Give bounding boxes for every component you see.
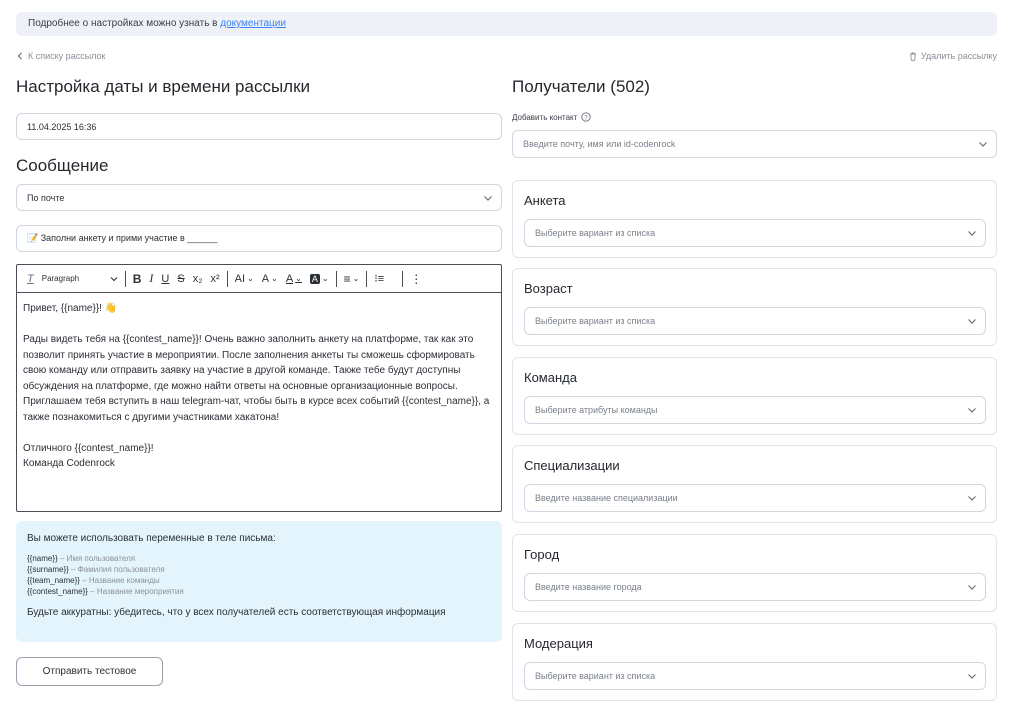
font-size-button[interactable]: AI ⌄ [234,272,254,285]
documentation-link[interactable]: документации [220,18,286,29]
toolbar-divider [402,271,403,287]
filter-placeholder: Введите название города [535,582,642,592]
text-style-button[interactable]: A ⌄ [261,272,278,285]
text-color-label: A [285,272,294,285]
filter-select[interactable] [524,573,986,601]
filter-placeholder: Выберите вариант из списка [535,671,656,681]
delete-link-label: Удалить рассылку [920,51,997,61]
help-icon[interactable] [581,112,591,122]
filter-select[interactable] [524,484,986,512]
highlight-label: A [311,273,318,284]
add-contact-text: Добавить контакт [512,112,578,122]
filter-placeholder: Выберите атрибуты команды [535,405,658,415]
variable-key: {{name}} [27,554,58,563]
highlight-button[interactable]: A ⌄ [311,273,329,284]
italic-button[interactable]: I [149,271,154,285]
subject-input[interactable] [16,225,502,252]
message-title: Сообщение [16,156,109,175]
filter-card-moderation [512,623,997,701]
variable-desc: – Название команды [79,576,160,585]
chevron-left-icon [16,52,24,60]
info-banner-text: Подробнее о настройках можно узнать в [28,18,221,29]
variable-key: {{contest_name}} [27,587,88,596]
back-link-label: К списку рассылок [28,51,106,61]
filter-placeholder: Выберите вариант из списка [535,316,656,326]
paragraph-select[interactable] [38,269,122,289]
chevron-down-icon [967,582,977,592]
add-contact-input[interactable] [512,130,997,158]
filter-title: Возраст [524,281,573,296]
align-button[interactable]: ≡ ⌄ [343,271,360,286]
chevron-down-icon [967,405,977,415]
toolbar-divider [366,271,367,287]
chevron-down-icon [483,193,493,203]
variables-title: Вы можете использовать переменные в теле письма: [27,533,276,544]
variable-desc: – Название мероприятия [87,587,184,596]
filter-title: Анкета [524,193,566,208]
paragraph-label: Paragraph [41,274,80,283]
variable-desc: – Имя пользователя [57,554,136,563]
filter-select[interactable] [524,662,986,690]
delete-mailing-link[interactable] [909,51,997,61]
chevron-down-icon [110,275,118,283]
toolbar-divider [227,271,228,287]
variables-info [16,521,502,642]
info-banner [16,12,997,36]
filter-card-city [512,534,997,612]
text-color-button[interactable]: A ⌄ [285,272,302,285]
signature-line: Отличного {{contest_name}}! [23,442,154,454]
add-contact-placeholder: Введите почту, имя или id-codenrock [523,139,676,149]
chevron-down-icon [967,228,977,238]
filter-title: Модерация [524,636,593,651]
variable-desc: – Фамилия пользователя [68,565,165,574]
more-options-button[interactable]: ⋮ [410,271,423,286]
filter-select[interactable] [524,396,986,424]
align-label: ≡ [343,271,351,286]
filter-card-team [512,357,997,435]
channel-select[interactable] [16,184,502,211]
editor-toolbar [17,265,501,293]
svg-text:?: ? [584,115,588,122]
trash-icon [909,52,917,61]
body-paragraph: Приглашаем тебя вступить в наш telegram-чат, чтобы быть в курсе всех событий {{contest_name}}, а также познакомиться с другими участниками хакатона! [23,396,490,423]
filter-card-age [512,268,997,346]
superscript-button[interactable]: x² [210,272,220,285]
chevron-down-icon [978,139,988,149]
bold-button[interactable]: B [132,271,142,286]
filter-title: Город [524,547,560,562]
datetime-value: 11.04.2025 16:36 [27,121,97,132]
filter-title: Команда [524,370,577,385]
list-button[interactable]: ⁝≡ [374,273,385,285]
variable-item [27,586,491,597]
send-test-button[interactable]: Отправить тестовое [16,657,163,686]
back-to-list-link[interactable] [16,51,105,61]
variables-note: Будьте аккуратны: убедитесь, что у всех получателей есть соответствующая информация [27,607,446,618]
add-contact-label [512,112,591,122]
variable-item [27,575,491,586]
subscript-button[interactable]: x₂ [192,272,203,285]
channel-value: По почте [27,192,65,203]
variable-key: {{surname}} [27,565,69,574]
underline-button[interactable]: U [161,272,170,285]
subject-value: 📝 Заполни анкету и прими участие в ______ [27,233,218,243]
body-paragraph: Рады видеть тебя на {{contest_name}}! Очень важно заполнить анкету на платформе, так как это позволит принять участие в мероприятии. После заполнения анкеты ты сможешь сформировать свою команду или отправить заявку на участие в другой команде. Также тебе будут доступны обсуждения на платформе, где можно найти ответы на основные организационные вопросы. [23,334,475,392]
filter-placeholder: Введите название специализации [535,493,678,503]
message-editor[interactable] [16,264,502,512]
variable-key: {{team_name}} [27,576,80,585]
filter-select[interactable] [524,307,986,335]
variable-item [27,553,491,564]
signature-line: Команда Codenrock [23,458,115,469]
greeting-line: Привет, {{name}}! 👋 [23,303,118,314]
filter-card-questionnaire [512,180,997,258]
filter-card-specializations [512,445,997,523]
datetime-input[interactable] [16,113,502,140]
toolbar-divider [125,271,126,287]
toolbar-divider [336,271,337,287]
schedule-title: Настройка даты и времени рассылки [16,77,311,96]
filter-select[interactable] [524,219,986,247]
font-size-label: AI [234,272,246,285]
chevron-down-icon [967,493,977,503]
clear-format-icon[interactable]: T [27,272,34,285]
variable-item [27,564,491,575]
editor-content[interactable] [17,293,501,480]
strikethrough-button[interactable]: S [177,272,185,285]
recipients-title: Получатели (502) [512,77,650,96]
chevron-down-icon [967,316,977,326]
text-style-label: A [261,272,270,285]
filter-placeholder: Выберите вариант из списка [535,228,656,238]
filter-title: Специализации [524,458,620,473]
chevron-down-icon [967,671,977,681]
